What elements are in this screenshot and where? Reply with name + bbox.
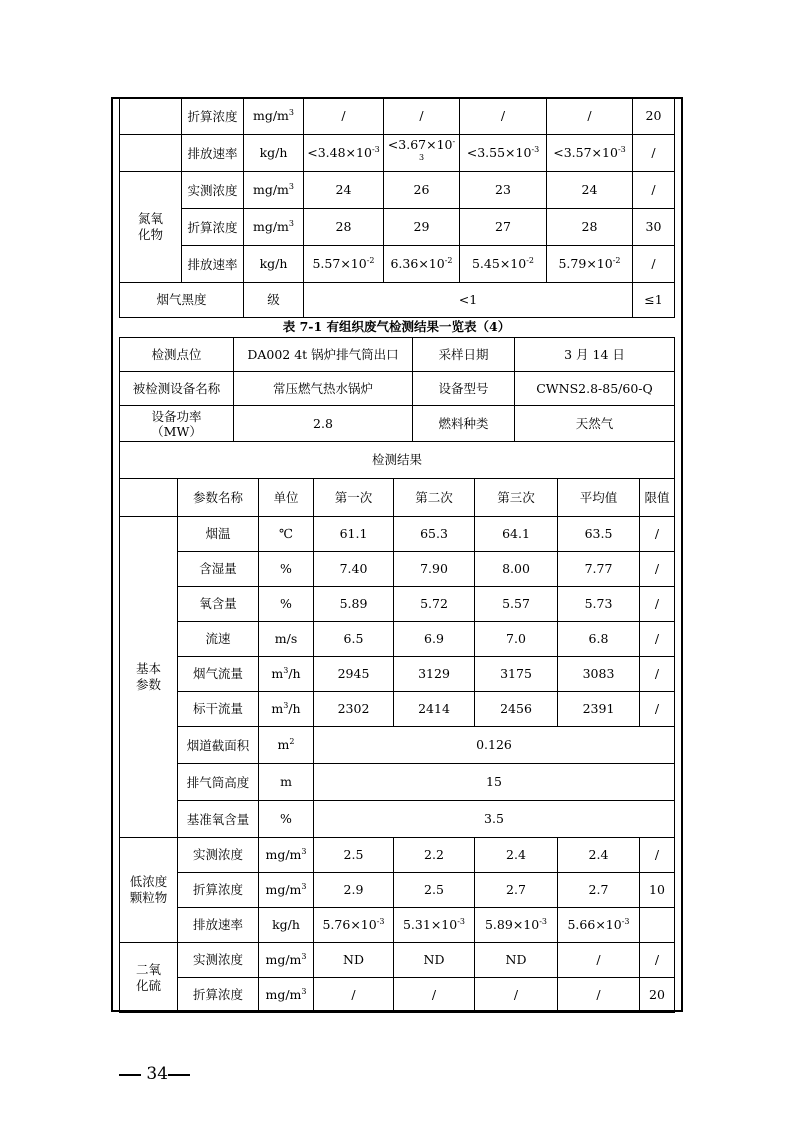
info-label: 检测点位 <box>120 338 234 372</box>
value-cell: $5.45\times 10^{-2}$ <box>460 246 547 283</box>
table-row <box>120 283 675 318</box>
value-cell: 7.90 <box>394 552 475 587</box>
table-row <box>120 246 675 283</box>
table-row <box>120 209 675 246</box>
unit-cell: $m^3/h$ <box>259 657 314 692</box>
param-cell: 基准氧含量 <box>178 801 259 838</box>
table-row <box>120 908 675 943</box>
value-cell: ND <box>475 943 558 978</box>
param-cell: 实测浓度 <box>182 172 244 209</box>
value-cell: 3129 <box>394 657 475 692</box>
param-cell: 氧含量 <box>178 587 259 622</box>
value-cell: 2456 <box>475 692 558 727</box>
group-cell: 氮氧化物 <box>120 172 182 283</box>
param-cell: 排气筒高度 <box>178 764 259 801</box>
value-cell: 2945 <box>314 657 394 692</box>
value-cell: 23 <box>460 172 547 209</box>
param-cell: 折算浓度 <box>182 209 244 246</box>
limit-cell: / <box>640 622 675 657</box>
value-cell: 2.4 <box>475 838 558 873</box>
param-cell: 排放速率 <box>178 908 259 943</box>
avg-cell: / <box>558 978 640 1013</box>
avg-cell: 7.77 <box>558 552 640 587</box>
param-cell: 折算浓度 <box>178 978 259 1013</box>
table-row <box>120 135 675 172</box>
limit-cell: 20 <box>640 978 675 1013</box>
value-cell: 7.40 <box>314 552 394 587</box>
value-cell: 26 <box>384 172 460 209</box>
group-cell: 烟气黑度 <box>120 283 244 318</box>
value-cell: $<3.48\times 10^{-3}$ <box>304 135 384 172</box>
value-cell: 3175 <box>475 657 558 692</box>
avg-cell: 5.73 <box>558 587 640 622</box>
param-cell: 排放速率 <box>182 246 244 283</box>
unit-cell: $m^3/h$ <box>259 692 314 727</box>
group-cell: 二氧化硫 <box>120 943 178 1013</box>
value-cell: / <box>460 98 547 135</box>
results-title: 检测结果 <box>120 442 675 479</box>
merged-value-cell: <1 <box>304 283 633 318</box>
unit-cell: % <box>259 801 314 838</box>
unit-cell: $mg/m^3$ <box>259 838 314 873</box>
value-cell: 61.1 <box>314 517 394 552</box>
avg-cell: 2.7 <box>558 873 640 908</box>
limit-cell: / <box>633 135 675 172</box>
table-row <box>120 372 675 406</box>
info-value: 天然气 <box>515 406 675 442</box>
limit-cell: / <box>640 838 675 873</box>
value-cell: 2.2 <box>394 838 475 873</box>
value-cell: 2.5 <box>394 873 475 908</box>
unit-cell: % <box>259 552 314 587</box>
value-cell: 5.57 <box>475 587 558 622</box>
param-cell: 折算浓度 <box>182 98 244 135</box>
unit-cell: $mg/m^3$ <box>259 873 314 908</box>
param-cell: 烟道截面积 <box>178 727 259 764</box>
avg-cell: 2.4 <box>558 838 640 873</box>
value-cell: / <box>394 978 475 1013</box>
info-value: DA002 4t 锅炉排气筒出口 <box>234 338 413 372</box>
value-cell: $5.57\times 10^{-2}$ <box>304 246 384 283</box>
merged-value-cell: 0.126 <box>314 727 675 764</box>
value-cell: 2.9 <box>314 873 394 908</box>
table-row <box>120 692 675 727</box>
param-cell: 排放速率 <box>182 135 244 172</box>
param-cell: 含湿量 <box>178 552 259 587</box>
value-cell: / <box>314 978 394 1013</box>
info-value: 常压燃气热水锅炉 <box>234 372 413 406</box>
header-cell: 第一次 <box>314 479 394 517</box>
limit-cell: 20 <box>633 98 675 135</box>
value-cell: ND <box>314 943 394 978</box>
value-cell: 6.5 <box>314 622 394 657</box>
limit-cell: / <box>640 657 675 692</box>
info-value: 3 月 14 日 <box>515 338 675 372</box>
param-cell: 烟温 <box>178 517 259 552</box>
value-cell: 8.00 <box>475 552 558 587</box>
value-cell: 27 <box>460 209 547 246</box>
unit-cell: % <box>259 587 314 622</box>
param-cell: 实测浓度 <box>178 838 259 873</box>
table-row <box>120 98 675 135</box>
avg-cell: 63.5 <box>558 517 640 552</box>
limit-cell: / <box>640 517 675 552</box>
value-cell: 5.72 <box>394 587 475 622</box>
value-cell: 29 <box>384 209 460 246</box>
results-table <box>119 478 675 1013</box>
header-cell: 参数名称 <box>178 479 259 517</box>
avg-cell: $5.79\times 10^{-2}$ <box>547 246 633 283</box>
avg-cell: 28 <box>547 209 633 246</box>
table-row <box>120 801 675 838</box>
value-cell: 64.1 <box>475 517 558 552</box>
info-value: 2.8 <box>234 406 413 442</box>
param-cell: 实测浓度 <box>178 943 259 978</box>
header-cell: 限值 <box>640 479 675 517</box>
unit-cell: 级 <box>244 283 304 318</box>
table-row <box>120 442 675 479</box>
param-cell: 流速 <box>178 622 259 657</box>
avg-cell: 2391 <box>558 692 640 727</box>
avg-cell: / <box>558 943 640 978</box>
table-row <box>120 873 675 908</box>
avg-cell: / <box>547 98 633 135</box>
table-row <box>120 172 675 209</box>
group-cell <box>120 135 182 172</box>
table-row <box>120 764 675 801</box>
unit-cell: $mg/m^3$ <box>244 98 304 135</box>
value-cell: 2302 <box>314 692 394 727</box>
value-cell: 24 <box>304 172 384 209</box>
limit-cell: 30 <box>633 209 675 246</box>
table-row <box>120 338 675 372</box>
header-cell: 平均值 <box>558 479 640 517</box>
value-cell: $<3.67\times 10^{-3}$ <box>384 135 460 172</box>
table-row <box>120 587 675 622</box>
unit-cell: $mg/m^3$ <box>259 943 314 978</box>
info-label: 设备型号 <box>413 372 515 406</box>
value-cell: 28 <box>304 209 384 246</box>
value-cell: 5.89 <box>314 587 394 622</box>
limit-cell: / <box>640 943 675 978</box>
table-row <box>120 622 675 657</box>
table-row <box>120 727 675 764</box>
table-row <box>120 657 675 692</box>
info-label: 燃料种类 <box>413 406 515 442</box>
info-label: 采样日期 <box>413 338 515 372</box>
table-row <box>120 943 675 978</box>
avg-cell: $5.66\times 10^{-3}$ <box>558 908 640 943</box>
value-cell: 7.0 <box>475 622 558 657</box>
header-cell: 第二次 <box>394 479 475 517</box>
value-cell: / <box>304 98 384 135</box>
limit-cell: / <box>640 552 675 587</box>
info-table <box>119 337 675 479</box>
avg-cell: $<3.57\times 10^{-3}$ <box>547 135 633 172</box>
group-cell: 基本参数 <box>120 517 178 838</box>
avg-cell: 24 <box>547 172 633 209</box>
unit-cell: $mg/m^3$ <box>259 978 314 1013</box>
avg-cell: 3083 <box>558 657 640 692</box>
header-row <box>120 479 675 517</box>
value-cell: / <box>384 98 460 135</box>
unit-cell: $mg/m^3$ <box>244 209 304 246</box>
limit-cell: / <box>633 172 675 209</box>
top-results-table <box>119 97 675 318</box>
param-cell: 折算浓度 <box>178 873 259 908</box>
unit-cell: ℃ <box>259 517 314 552</box>
merged-value-cell: 15 <box>314 764 675 801</box>
param-cell: 标干流量 <box>178 692 259 727</box>
unit-cell: kg/h <box>244 135 304 172</box>
param-cell: 烟气流量 <box>178 657 259 692</box>
merged-value-cell: 3.5 <box>314 801 675 838</box>
value-cell: 65.3 <box>394 517 475 552</box>
value-cell: ND <box>394 943 475 978</box>
table-row <box>120 552 675 587</box>
table-row <box>120 517 675 552</box>
limit-cell <box>640 908 675 943</box>
value-cell: $6.36\times 10^{-2}$ <box>384 246 460 283</box>
limit-cell: / <box>633 246 675 283</box>
limit-cell: ≤1 <box>633 283 675 318</box>
group-cell: 低浓度颗粒物 <box>120 838 178 943</box>
table-row <box>120 406 675 442</box>
header-cell <box>120 479 178 517</box>
page-number-text: 34 <box>146 1064 169 1084</box>
table-caption: 表 7-1 有组织废气检测结果一览表（4） <box>282 319 511 334</box>
limit-cell: 10 <box>640 873 675 908</box>
value-cell: 2.7 <box>475 873 558 908</box>
value-cell: $5.89\times 10^{-3}$ <box>475 908 558 943</box>
unit-cell: kg/h <box>244 246 304 283</box>
page-number <box>119 1064 190 1084</box>
header-cell: 单位 <box>259 479 314 517</box>
value-cell: $5.76\times 10^{-3}$ <box>314 908 394 943</box>
table-row <box>120 978 675 1013</box>
info-label: 被检测设备名称 <box>120 372 234 406</box>
value-cell: / <box>475 978 558 1013</box>
unit-cell: m <box>259 764 314 801</box>
value-cell: 2.5 <box>314 838 394 873</box>
avg-cell: 6.8 <box>558 622 640 657</box>
value-cell: 6.9 <box>394 622 475 657</box>
unit-cell: m/s <box>259 622 314 657</box>
header-cell: 第三次 <box>475 479 558 517</box>
value-cell: $5.31\times 10^{-3}$ <box>394 908 475 943</box>
value-cell: 2414 <box>394 692 475 727</box>
info-value: CWNS2.8-85/60-Q <box>515 372 675 406</box>
dash-right <box>168 1074 190 1076</box>
dash-left <box>119 1074 141 1076</box>
info-label: 设备功率 （MW） <box>120 406 234 442</box>
limit-cell: / <box>640 587 675 622</box>
unit-cell: $m^2$ <box>259 727 314 764</box>
unit-cell: $mg/m^3$ <box>244 172 304 209</box>
limit-cell: / <box>640 692 675 727</box>
group-cell <box>120 98 182 135</box>
value-cell: $<3.55\times 10^{-3}$ <box>460 135 547 172</box>
table-row <box>120 838 675 873</box>
unit-cell: kg/h <box>259 908 314 943</box>
